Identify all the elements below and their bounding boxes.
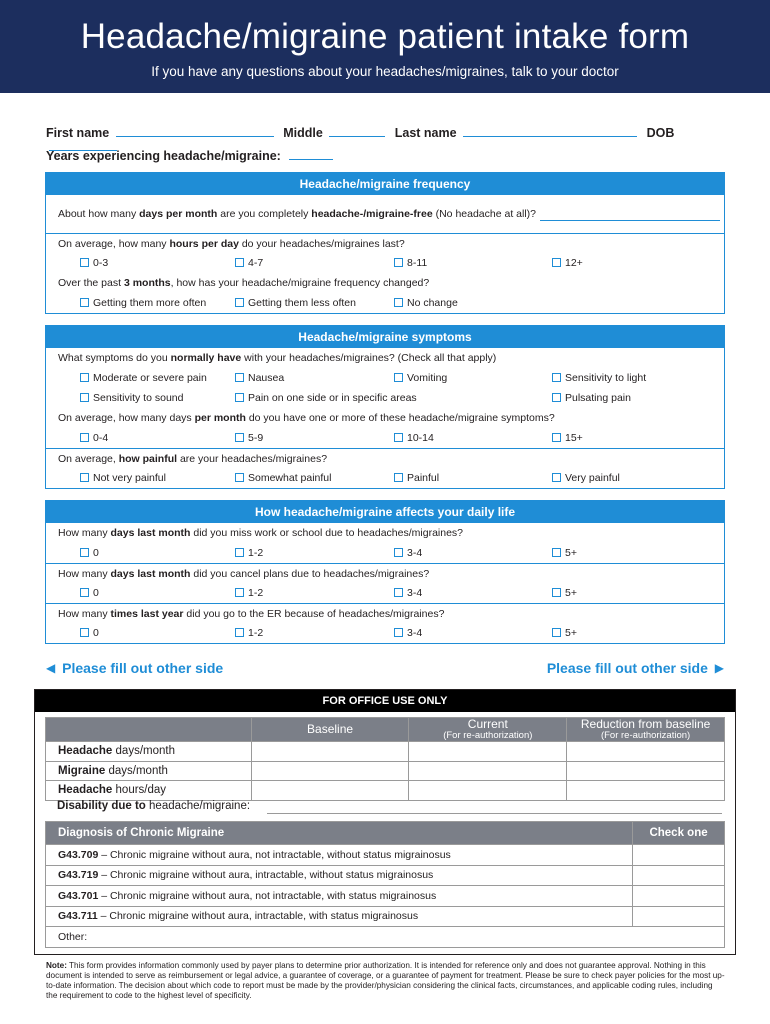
first-name-label: First name bbox=[46, 126, 110, 140]
diagnosis-table bbox=[45, 821, 725, 948]
checkbox-option[interactable]: 5+ bbox=[552, 627, 577, 639]
symptoms-q1: What symptoms do you normally have with your headaches/migraines? (Check all that apply) bbox=[58, 352, 497, 364]
checkbox-icon bbox=[394, 628, 403, 637]
symptoms-q2: On average, how many days per month do you have one or more of these headache/migraine symptoms? bbox=[58, 412, 555, 424]
checkbox-option[interactable]: 0 bbox=[80, 587, 99, 599]
checkbox-option[interactable]: 10-14 bbox=[394, 432, 434, 444]
reduction-cell[interactable] bbox=[567, 742, 725, 762]
middle-field[interactable] bbox=[329, 127, 385, 137]
table-row bbox=[46, 906, 725, 927]
checkbox-icon bbox=[235, 298, 244, 307]
check-cell[interactable] bbox=[633, 906, 725, 927]
checkbox-option[interactable]: Moderate or severe pain bbox=[80, 372, 207, 384]
cancel-plans-options bbox=[46, 583, 724, 603]
table-row bbox=[46, 927, 725, 948]
frequency-heading: Headache/migraine frequency bbox=[46, 173, 724, 195]
checkbox-icon bbox=[235, 628, 244, 637]
checkbox-option[interactable]: 5-9 bbox=[235, 432, 263, 444]
office-metrics-table bbox=[45, 717, 725, 801]
checkbox-option[interactable]: 4-7 bbox=[235, 257, 263, 269]
table-row bbox=[46, 761, 725, 781]
check-cell[interactable] bbox=[633, 886, 725, 907]
daily-life-section bbox=[45, 500, 725, 644]
metric-label: Headache hours/day bbox=[46, 781, 252, 801]
checkbox-option[interactable]: Pain on one side or in specific areas bbox=[235, 392, 417, 404]
checkbox-option[interactable]: 8-11 bbox=[394, 257, 427, 269]
reduction-cell[interactable] bbox=[567, 761, 725, 781]
checkbox-icon bbox=[552, 473, 561, 482]
checkbox-option[interactable]: Vomiting bbox=[394, 372, 447, 384]
table-row bbox=[46, 886, 725, 907]
checkbox-option[interactable]: Sensitivity to light bbox=[552, 372, 646, 384]
page-title: Headache/migraine patient intake form bbox=[80, 17, 690, 56]
checkbox-option[interactable]: 3-4 bbox=[394, 587, 422, 599]
checkbox-icon bbox=[80, 393, 89, 402]
symptom-days-options bbox=[46, 428, 724, 448]
checkbox-option[interactable]: 5+ bbox=[552, 547, 577, 559]
checkbox-icon bbox=[80, 548, 89, 557]
fill-other-side-left: ◀ Please fill out other side bbox=[46, 660, 224, 676]
years-label: Years experiencing headache/migraine: bbox=[46, 149, 281, 163]
table-row bbox=[46, 781, 725, 801]
frequency-change-options bbox=[46, 293, 724, 313]
check-cell[interactable] bbox=[633, 865, 725, 886]
reduction-cell[interactable] bbox=[567, 781, 725, 801]
symptoms-heading: Headache/migraine symptoms bbox=[46, 326, 724, 348]
checkbox-icon bbox=[80, 588, 89, 597]
checkbox-icon bbox=[235, 548, 244, 557]
checkbox-option[interactable]: No change bbox=[394, 297, 458, 309]
checkbox-icon bbox=[552, 548, 561, 557]
diagnosis-label: G43.719 – Chronic migraine without aura, intractable, without status migrainosus bbox=[46, 865, 633, 886]
checkbox-option[interactable]: Somewhat painful bbox=[235, 472, 331, 484]
checkbox-option[interactable]: Not very painful bbox=[80, 472, 166, 484]
frequency-q3: Over the past 3 months, how has your headache/migraine frequency changed? bbox=[58, 277, 430, 289]
checkbox-icon bbox=[394, 433, 403, 442]
frequency-q2: On average, how many hours per day do your headaches/migraines last? bbox=[46, 233, 724, 253]
checkbox-icon bbox=[394, 298, 403, 307]
missed-work-options bbox=[46, 543, 724, 563]
checkbox-icon bbox=[552, 433, 561, 442]
current-cell[interactable] bbox=[409, 781, 567, 801]
diagnosis-header: Diagnosis of Chronic Migraine bbox=[46, 822, 633, 845]
checkbox-option[interactable]: Pulsating pain bbox=[552, 392, 631, 404]
metric-header-blank bbox=[46, 718, 252, 742]
checkbox-icon bbox=[80, 373, 89, 382]
checkbox-icon bbox=[80, 628, 89, 637]
last-name-label: Last name bbox=[394, 126, 457, 140]
symptoms-q3: On average, how painful are your headaches/migraines? bbox=[46, 448, 724, 468]
checkbox-option[interactable]: 5+ bbox=[552, 587, 577, 599]
er-visits-options bbox=[46, 623, 724, 643]
checkbox-icon bbox=[80, 473, 89, 482]
last-name-field[interactable] bbox=[463, 127, 637, 137]
checkbox-option[interactable]: Sensitivity to sound bbox=[80, 392, 183, 404]
arrow-right-icon: ▶ bbox=[714, 661, 724, 675]
metric-label: Migraine days/month bbox=[46, 761, 252, 781]
checkbox-option[interactable]: 15+ bbox=[552, 432, 583, 444]
symptoms-options-row2 bbox=[46, 388, 724, 408]
checkbox-option[interactable]: 0-4 bbox=[80, 432, 108, 444]
dob-label: DOB bbox=[646, 126, 675, 140]
disability-row: Disability due to headache/migraine: bbox=[57, 800, 717, 812]
baseline-header: Baseline bbox=[251, 718, 409, 742]
checkbox-icon bbox=[552, 393, 561, 402]
footnote: Note: This form provides information commonly used by payer plans to determine prior authorization. It is intended for reference only and does not guarantee approval. Nothing in this document is intended to serve as reimbursement or legal advice, a guarantee of coverage, or a guarantee of payment for treatment. Please be sure to check payer policies for the most up-to-date information. The decision about which code to report must be made by the provider/physician considering the clinical facts, circumstances, and applicable coding rules, including the requirement to code to the highest level of specificity. bbox=[46, 961, 725, 1000]
checkbox-icon bbox=[80, 433, 89, 442]
years-row bbox=[46, 149, 724, 163]
checkbox-icon bbox=[394, 548, 403, 557]
hours-per-day-options bbox=[46, 253, 724, 273]
office-use-box bbox=[34, 689, 736, 955]
checkbox-icon bbox=[394, 373, 403, 382]
other-diagnosis-cell[interactable]: Other: bbox=[46, 927, 725, 948]
checkbox-option[interactable]: 12+ bbox=[552, 257, 583, 269]
checkbox-icon bbox=[80, 298, 89, 307]
daily-q1: How many days last month did you miss work or school due to headaches/migraines? bbox=[58, 527, 464, 539]
checkbox-option[interactable]: 3-4 bbox=[394, 547, 422, 559]
checkbox-option[interactable]: 3-4 bbox=[394, 627, 422, 639]
checkbox-option[interactable]: Getting them more often bbox=[80, 297, 206, 309]
checkbox-option[interactable]: 1-2 bbox=[235, 627, 263, 639]
current-cell[interactable] bbox=[409, 742, 567, 762]
checkbox-option[interactable]: 1-2 bbox=[235, 587, 263, 599]
checkbox-icon bbox=[394, 473, 403, 482]
checkbox-option[interactable]: 0 bbox=[80, 627, 99, 639]
checkbox-icon bbox=[394, 588, 403, 597]
current-header: Current (For re-authorization) bbox=[409, 718, 567, 742]
diagnosis-label: G43.709 – Chronic migraine without aura, not intractable, without status migrainosus bbox=[46, 845, 633, 866]
checkbox-icon bbox=[552, 588, 561, 597]
check-cell[interactable] bbox=[633, 845, 725, 866]
checkbox-icon bbox=[394, 258, 403, 267]
disability-field[interactable] bbox=[267, 813, 722, 814]
years-field[interactable] bbox=[289, 150, 333, 160]
baseline-cell[interactable] bbox=[251, 761, 409, 781]
checkbox-option[interactable]: Painful bbox=[394, 472, 439, 484]
first-name-field[interactable] bbox=[116, 127, 274, 137]
checkbox-icon bbox=[80, 258, 89, 267]
checkbox-icon bbox=[235, 473, 244, 482]
symptoms-options-row1 bbox=[46, 368, 724, 388]
checkbox-icon bbox=[235, 433, 244, 442]
daily-q3: How many times last year did you go to the ER because of headaches/migraines? bbox=[46, 603, 724, 623]
daily-life-heading: How headache/migraine affects your daily life bbox=[46, 501, 724, 523]
daily-q2: How many days last month did you cancel plans due to headaches/migraines? bbox=[46, 563, 724, 583]
checkbox-option[interactable]: Very painful bbox=[552, 472, 620, 484]
current-cell[interactable] bbox=[409, 761, 567, 781]
checkbox-icon bbox=[235, 393, 244, 402]
middle-label: Middle bbox=[283, 126, 323, 140]
arrow-left-icon: ◀ bbox=[46, 661, 56, 675]
diagnosis-label: G43.711 – Chronic migraine without aura, intractable, with status migrainosus bbox=[46, 906, 633, 927]
table-row bbox=[46, 845, 725, 866]
symptoms-section bbox=[45, 325, 725, 489]
checkbox-icon bbox=[552, 373, 561, 382]
diagnosis-label: G43.701 – Chronic migraine without aura, not intractable, with status migrainosus bbox=[46, 886, 633, 907]
checkbox-option[interactable]: 0 bbox=[80, 547, 99, 559]
checkbox-option[interactable]: Nausea bbox=[235, 372, 284, 384]
checkbox-icon bbox=[235, 588, 244, 597]
metric-label: Headache days/month bbox=[46, 742, 252, 762]
frequency-q1: About how many days per month are you completely headache-/migraine-free (No headache at all)? bbox=[46, 195, 724, 233]
frequency-section bbox=[45, 172, 725, 314]
page-subtitle: If you have any questions about your headaches/migraines, talk to your doctor bbox=[151, 64, 619, 79]
checkbox-icon bbox=[235, 373, 244, 382]
office-use-heading: FOR OFFICE USE ONLY bbox=[35, 690, 735, 712]
table-row bbox=[46, 865, 725, 886]
table-row bbox=[46, 742, 725, 762]
checkbox-option[interactable]: Getting them less often bbox=[235, 297, 356, 309]
checkbox-icon bbox=[552, 258, 561, 267]
headache-free-days-field[interactable] bbox=[540, 220, 720, 221]
reduction-header: Reduction from baseline (For re-authorization) bbox=[567, 718, 725, 742]
fill-other-side-right: Please fill out other side ▶ bbox=[546, 660, 724, 676]
form-header bbox=[0, 0, 770, 93]
checkbox-icon bbox=[552, 628, 561, 637]
baseline-cell[interactable] bbox=[251, 742, 409, 762]
checkbox-option[interactable]: 1-2 bbox=[235, 547, 263, 559]
baseline-cell[interactable] bbox=[251, 781, 409, 801]
checkbox-option[interactable]: 0-3 bbox=[80, 257, 108, 269]
checkbox-icon bbox=[235, 258, 244, 267]
check-one-header: Check one bbox=[633, 822, 725, 845]
pain-level-options bbox=[46, 468, 724, 488]
